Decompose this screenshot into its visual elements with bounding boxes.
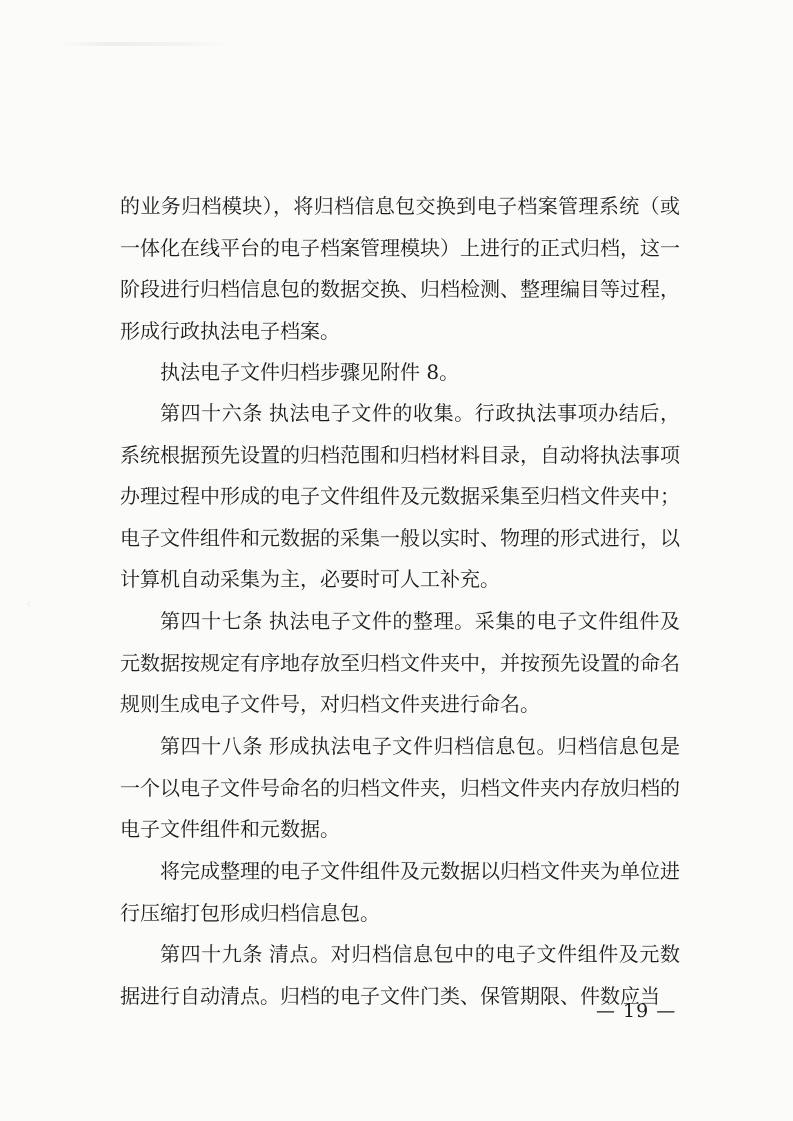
article-47-number: 第四十七条 — [160, 609, 263, 633]
article-48-number: 第四十八条 — [160, 734, 263, 758]
paragraph-packaging-text: 将完成整理的电子文件组件及元数据以归档文件夹为单位进行压缩打包形成归档信息包。 — [120, 859, 680, 925]
paragraph-packaging — [120, 851, 680, 934]
article-49-number: 第四十九条 — [160, 942, 263, 966]
article-46-text: 执法电子文件的收集。行政执法事项办结后，系统根据预先设置的归档范围和归档材料目录，自动将执法事项办理过程中形成的电子文件组件及元数据采集至归档文件夹中；电子文件组件和元数据的采集一般以实时、物理的形式进行，以计算机自动采集为主，必要时可人工补充。 — [120, 401, 681, 591]
page-number: — 19 — — [596, 1000, 677, 1022]
scan-smudge — [60, 42, 230, 46]
article-47 — [120, 601, 680, 726]
article-48 — [120, 726, 680, 851]
article-47-text: 执法电子文件的整理。采集的电子文件组件及元数据按规定有序地存放至归档文件夹中，并按预先设置的命名规则生成电子文件号，对归档文件夹进行命名。 — [120, 609, 681, 716]
paragraph-2-text: 执法电子文件归档步骤见附件 8。 — [160, 360, 460, 384]
scan-edge-mark: ⁖ — [26, 600, 31, 609]
article-49-text: 清点。对归档信息包中的电子文件组件及元数据进行自动清点。归档的电子文件门类、保管期限、件数应当 — [120, 942, 681, 1008]
article-46-number: 第四十六条 — [160, 401, 263, 425]
paragraph-1-text: 的业务归档模块），将归档信息包交换到电子档案管理系统（或一体化在线平台的电子档案管理模块）上进行的正式归档，这一阶段进行归档信息包的数据交换、归档检测、整理编目等过程，形成行政执法电子档案。 — [120, 194, 680, 343]
paragraph-1 — [120, 186, 680, 352]
article-46 — [120, 393, 680, 601]
paragraph-2 — [120, 352, 680, 394]
article-48-text: 形成执法电子文件归档信息包。归档信息包是一个以电子文件号命名的归档文件夹，归档文件夹内存放归档的电子文件组件和元数据。 — [120, 734, 681, 841]
